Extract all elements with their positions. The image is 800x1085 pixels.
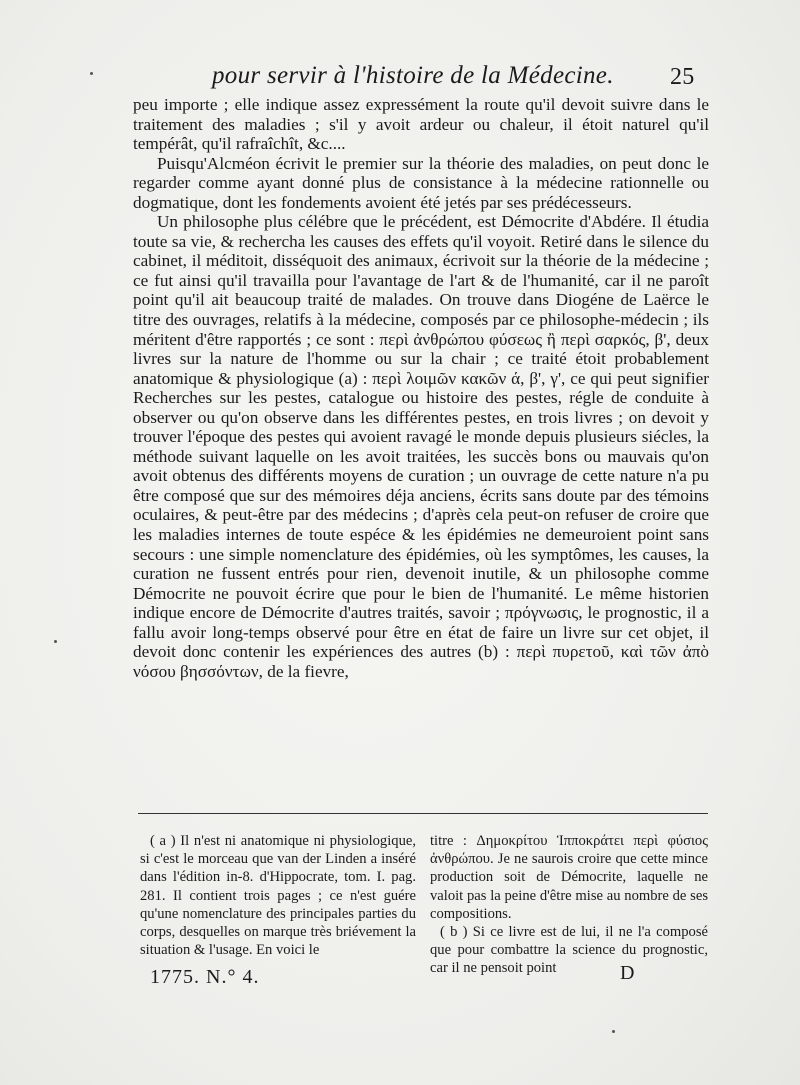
page-number: 25	[670, 64, 695, 90]
paper-speck	[612, 1030, 615, 1033]
paper-speck	[90, 72, 93, 75]
paragraph: peu importe ; elle indique assez expressément la route qu'il devoit suivre dans le traitement des maladies ; s'il y avoit ardeur ou chaleur, il étoit naturel qu'il tempérât, qu'il rafraîchît, &c....	[133, 95, 709, 154]
paragraph: Un philosophe plus célébre que le précédent, est Démocrite d'Abdére. Il étudia toute sa vie, & rechercha les causes des effets qu'il voyoit. Retiré dans le silence du cabinet, il méditoit, disséquoit des animaux, écrivoit sur la théorie de la médecine ; ce fut ainsi qu'il travailla pour l'avantage de l'art & de l'humanité, car il ne paroît point qu'il ait beaucoup traité de malades. On trouve dans Diogéne de Laërce le titre des ouvrages, relatifs à la médecine, composés par ce philosophe-médecin ; ils méritent d'être rapportés ; ce sont : περὶ ἀνθρώπου φύσεως ἢ περὶ σαρκός, β', deux livres sur la nature de l'homme ou sur la chair ; ce traité étoit probablement anatomique & physiologique (a) : περὶ λοιμῶν κακῶν ά, β', γ', ce qui peut signifier Recherches sur les pestes, catalogue ou histoire des pestes, régle de conduite à observer ou qu'on observe dans les différentes pestes, en trois livres ; on devoit y trouver l'époque des pestes qui avoient ravagé le monde depuis plusieurs siécles, la méthode suivant laquelle on les avoit traitées, les succès bons ou mauvais qu'on avoit obtenus des différents moyens de curation ; un ouvrage de cette nature n'a pu être composé que sur des mémoires déja anciens, écrits sans doute par des témoins oculaires, & peut-être par des médecins ; d'après cela peut-on refuser de croire que les maladies internes de toute espéce & les épidémies ne demeuroient point sans secours : une simple nomenclature des épidémies, où les symptômes, les causes, la curation ne fussent entrés pour rien, devenoit inutile, & un philosophe comme Démocrite ne pouvoit écrire que pour le bien de l'humanité. Le même historien indique encore de Démocrite d'autres traités, savoir ; πρόγνωσις, le prognostic, il a fallu avoir long-temps observé pour être en état de faire un livre sur cet objet, il devoit donc contenir les expériences des autres (b) : περὶ πυρετοῦ, καὶ τῶν ἀπὸ νόσου βησσόντων, de la fievre,	[133, 212, 709, 681]
running-title: pour servir à l'histoire de la Médecine.	[212, 62, 614, 89]
main-text	[133, 95, 709, 681]
footnote-b: ( b ) Si ce livre est de lui, il ne l'a composé que pour combattre la science du prognostic, car il ne pensoit point	[430, 924, 708, 977]
paper-speck	[54, 640, 57, 643]
volume-signature: 1775. N.° 4.	[150, 966, 260, 988]
footnote-column-left	[140, 832, 416, 959]
footnote-separator	[138, 813, 708, 814]
paragraph: Puisqu'Alcméon écrivit le premier sur la théorie des maladies, on peut donc le regarder comme ayant donné plus de consistance à la médecine rationnelle ou dogmatique, dont les fondements avoient été jetés par ses prédécesseurs.	[133, 153, 709, 212]
gathering-signature: D	[620, 962, 635, 984]
footnote-a: ( a ) Il n'est ni anatomique ni physiologique, si c'est le morceau que van der Linden a inséré dans l'édition in-8. d'Hippocrate, tom. I. pag. 281. Il contient trois pages ; ce n'est guére qu'une nomenclature des principales parties du corps, desquelles on marque très briévement la situation & l'usage. En voici le	[140, 833, 416, 959]
footnote-a-continued: titre : Δημοκρίτου Ἱπποκράτει περὶ φύσιος ἀνθρώπου. Je ne saurois croire que cette mince production soit de Démocrite, laquelle ne valoit pas la peine d'être mise au nombre de ses compositions.	[430, 833, 708, 922]
footnote-column-right	[430, 832, 708, 978]
